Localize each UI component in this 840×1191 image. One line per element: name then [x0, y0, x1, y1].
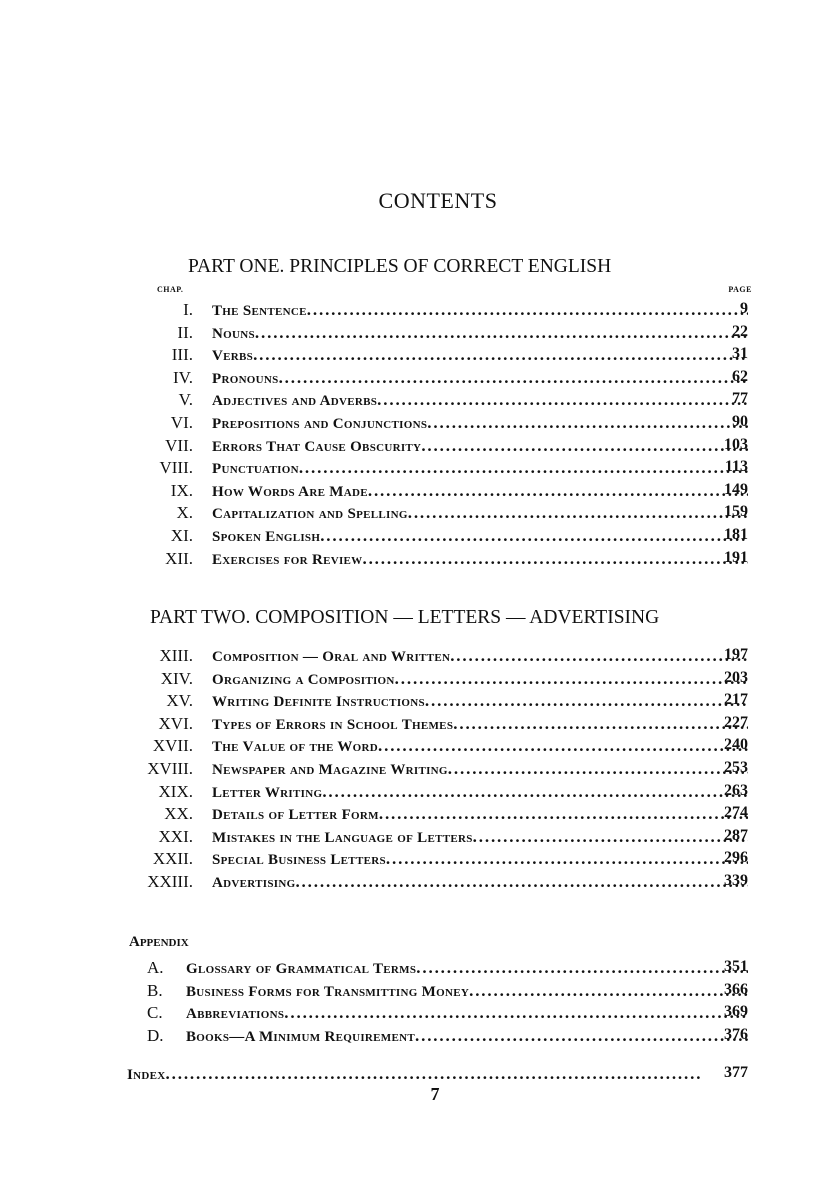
entry-page: 149 [724, 480, 748, 498]
entry-number: XX. [164, 804, 193, 824]
entry-page: 287 [724, 826, 748, 844]
entry-title: Special Business Letters [212, 852, 386, 869]
chapter-entry[interactable] [0, 526, 840, 549]
dot-leader [450, 646, 748, 666]
chapter-entry[interactable] [0, 849, 840, 872]
dot-leader [469, 981, 748, 1001]
entry-number: IX. [170, 480, 193, 500]
entry-title: Books—A Minimum Requirement [186, 1028, 415, 1045]
entry-page: 197 [724, 646, 748, 663]
dot-leader [320, 526, 748, 546]
appendix-heading: Appendix [129, 934, 189, 950]
entry-number: VIII. [159, 458, 193, 478]
entry-number: D. [147, 1025, 164, 1045]
dot-leader [253, 345, 748, 365]
entry-page: 217 [724, 691, 748, 709]
dot-leader [453, 714, 748, 734]
entry-page: 203 [724, 668, 748, 686]
entry-number: A. [147, 958, 164, 977]
entry-title: Pronouns [212, 370, 279, 387]
chapter-entry[interactable] [0, 872, 840, 895]
chapter-entry[interactable] [0, 804, 840, 827]
entry-page: 339 [724, 871, 748, 889]
page-title: CONTENTS [378, 188, 498, 213]
dot-leader [284, 1003, 748, 1023]
dot-leader [377, 390, 748, 410]
chapter-entry[interactable] [0, 759, 840, 782]
entry-title: Nouns [212, 325, 255, 342]
entry-page: 296 [724, 849, 748, 867]
entry-number: B. [147, 980, 163, 1000]
entry-page: 62 [732, 367, 748, 385]
entry-title: Punctuation [212, 461, 299, 478]
entry-number: II. [177, 322, 193, 342]
entry-page: 369 [724, 1003, 748, 1021]
dot-leader [255, 323, 748, 343]
index-title: Index [127, 1067, 166, 1083]
entry-title: The Sentence [212, 303, 307, 319]
entry-title: The Value of the Word [212, 739, 378, 756]
entry-number: V. [178, 390, 193, 410]
entry-title: Details of Letter Form [212, 807, 379, 824]
entry-number: XXII. [152, 849, 193, 869]
entry-title: Adjectives and Adverbs [212, 393, 378, 410]
part-two-heading: PART TWO. COMPOSITION — LETTERS — ADVERTISING [150, 607, 660, 628]
entry-page: 22 [732, 322, 748, 340]
part-one-heading: PART ONE. PRINCIPLES OF CORRECT ENGLISH [188, 256, 612, 277]
chapter-entry[interactable] [0, 458, 840, 481]
dot-leader [448, 759, 748, 779]
entry-number: XIII. [159, 646, 193, 665]
dot-leader [473, 827, 748, 847]
chapter-entry[interactable] [0, 549, 840, 572]
entry-title: Prepositions and Conjunctions [212, 415, 428, 432]
entry-page: 113 [724, 458, 748, 476]
entry-title: Capitalization and Spelling [212, 506, 408, 523]
dot-leader [425, 691, 748, 711]
appendix-list [0, 958, 840, 1048]
entry-title: Advertising [212, 874, 296, 891]
entry-title: Composition — Oral and Written [212, 649, 451, 665]
entry-number: XIV. [160, 668, 193, 688]
dot-leader [421, 436, 748, 456]
entry-number: IV. [173, 367, 193, 387]
chapter-entry[interactable] [0, 503, 840, 526]
chapter-entry[interactable] [0, 323, 840, 346]
appendix-entry[interactable] [0, 958, 840, 981]
entry-page: 191 [724, 548, 748, 566]
entry-number: XXI. [158, 826, 193, 846]
entry-title: Newspaper and Magazine Writing [212, 761, 448, 778]
appendix-entry[interactable] [0, 981, 840, 1004]
part-two-chapter-list [0, 646, 840, 895]
chapter-entry[interactable] [0, 390, 840, 413]
dot-leader [415, 1026, 748, 1046]
chapter-entry[interactable] [0, 736, 840, 759]
entry-page: 274 [724, 804, 748, 822]
entry-title: Writing Definite Instructions [212, 694, 425, 711]
entry-title: Business Forms for Transmitting Money [186, 983, 470, 1000]
dot-leader [362, 549, 748, 569]
appendix-entry[interactable] [0, 1003, 840, 1026]
dot-leader [368, 481, 748, 501]
part-one-chapter-list [0, 300, 840, 571]
entry-page: 90 [732, 412, 748, 430]
entry-page: 159 [724, 503, 748, 521]
chapter-entry[interactable] [0, 646, 840, 669]
chapter-entry[interactable] [0, 714, 840, 737]
chapter-entry[interactable] [0, 300, 840, 323]
entry-page: 351 [724, 958, 748, 975]
entry-number: XV. [166, 691, 193, 711]
entry-page: 253 [724, 758, 748, 776]
dot-leader [395, 669, 748, 689]
dot-leader [416, 958, 748, 978]
entry-title: Errors That Cause Obscurity [212, 438, 422, 455]
entry-title: Abbreviations [186, 1006, 285, 1023]
entry-title: Exercises for Review [212, 551, 363, 568]
entry-page: 376 [724, 1025, 748, 1043]
entry-title: Types of Errors in School Themes [212, 716, 454, 733]
dot-leader [279, 368, 748, 388]
chapter-entry[interactable] [0, 691, 840, 714]
chap-column-label: CHAP. [157, 285, 184, 294]
chapter-entry[interactable] [0, 827, 840, 850]
chapter-entry[interactable] [0, 481, 840, 504]
entry-number: XII. [165, 548, 193, 568]
index-page: 377 [724, 1064, 748, 1081]
entry-number: XVII. [152, 736, 193, 756]
entry-number: XVIII. [147, 758, 193, 778]
entry-title: Spoken English [212, 528, 321, 545]
entry-number: VII. [165, 435, 193, 455]
entry-title: Letter Writing [212, 784, 323, 801]
entry-page: 9 [740, 300, 748, 317]
dot-leader [322, 782, 748, 802]
entry-number: C. [147, 1003, 163, 1023]
dot-leader [386, 849, 748, 869]
appendix-entry[interactable] [0, 1026, 840, 1049]
entry-number: X. [176, 503, 193, 523]
chapter-entry[interactable] [0, 345, 840, 368]
entry-title: Organizing a Composition [212, 671, 395, 688]
dot-leader [408, 503, 748, 523]
chapter-entry[interactable] [0, 436, 840, 459]
entry-title: Glossary of Grammatical Terms [186, 961, 417, 977]
dot-leader [379, 804, 748, 824]
dot-leader [166, 1064, 748, 1084]
entry-page: 77 [732, 390, 748, 408]
dot-leader [295, 872, 748, 892]
entry-page: 103 [724, 435, 748, 453]
entry-number: I. [183, 300, 193, 319]
chapter-entry[interactable] [0, 413, 840, 436]
entry-title: How Words Are Made [212, 483, 368, 500]
dot-leader [299, 458, 748, 478]
entry-number: XI. [170, 525, 193, 545]
entry-page: 263 [724, 781, 748, 799]
page-column-label: PAGE [728, 285, 752, 294]
entry-number: XXIII. [147, 871, 193, 891]
entry-title: Verbs [212, 348, 254, 365]
entry-number: XVI. [158, 713, 193, 733]
entry-title: Mistakes in the Language of Letters [212, 829, 473, 846]
entry-page: 31 [732, 345, 748, 363]
chapter-entry[interactable] [0, 782, 840, 805]
dot-leader [307, 300, 748, 320]
entry-page: 181 [724, 525, 748, 543]
dot-leader [378, 736, 748, 756]
entry-number: III. [171, 345, 193, 365]
entry-number: XIX. [158, 781, 193, 801]
entry-page: 240 [724, 736, 748, 754]
entry-number: VI. [170, 412, 193, 432]
dot-leader [427, 413, 748, 433]
chapter-entry[interactable] [0, 669, 840, 692]
entry-page: 227 [724, 713, 748, 731]
entry-page: 366 [724, 980, 748, 998]
page-number: 7 [430, 1084, 440, 1104]
chapter-entry[interactable] [0, 368, 840, 391]
